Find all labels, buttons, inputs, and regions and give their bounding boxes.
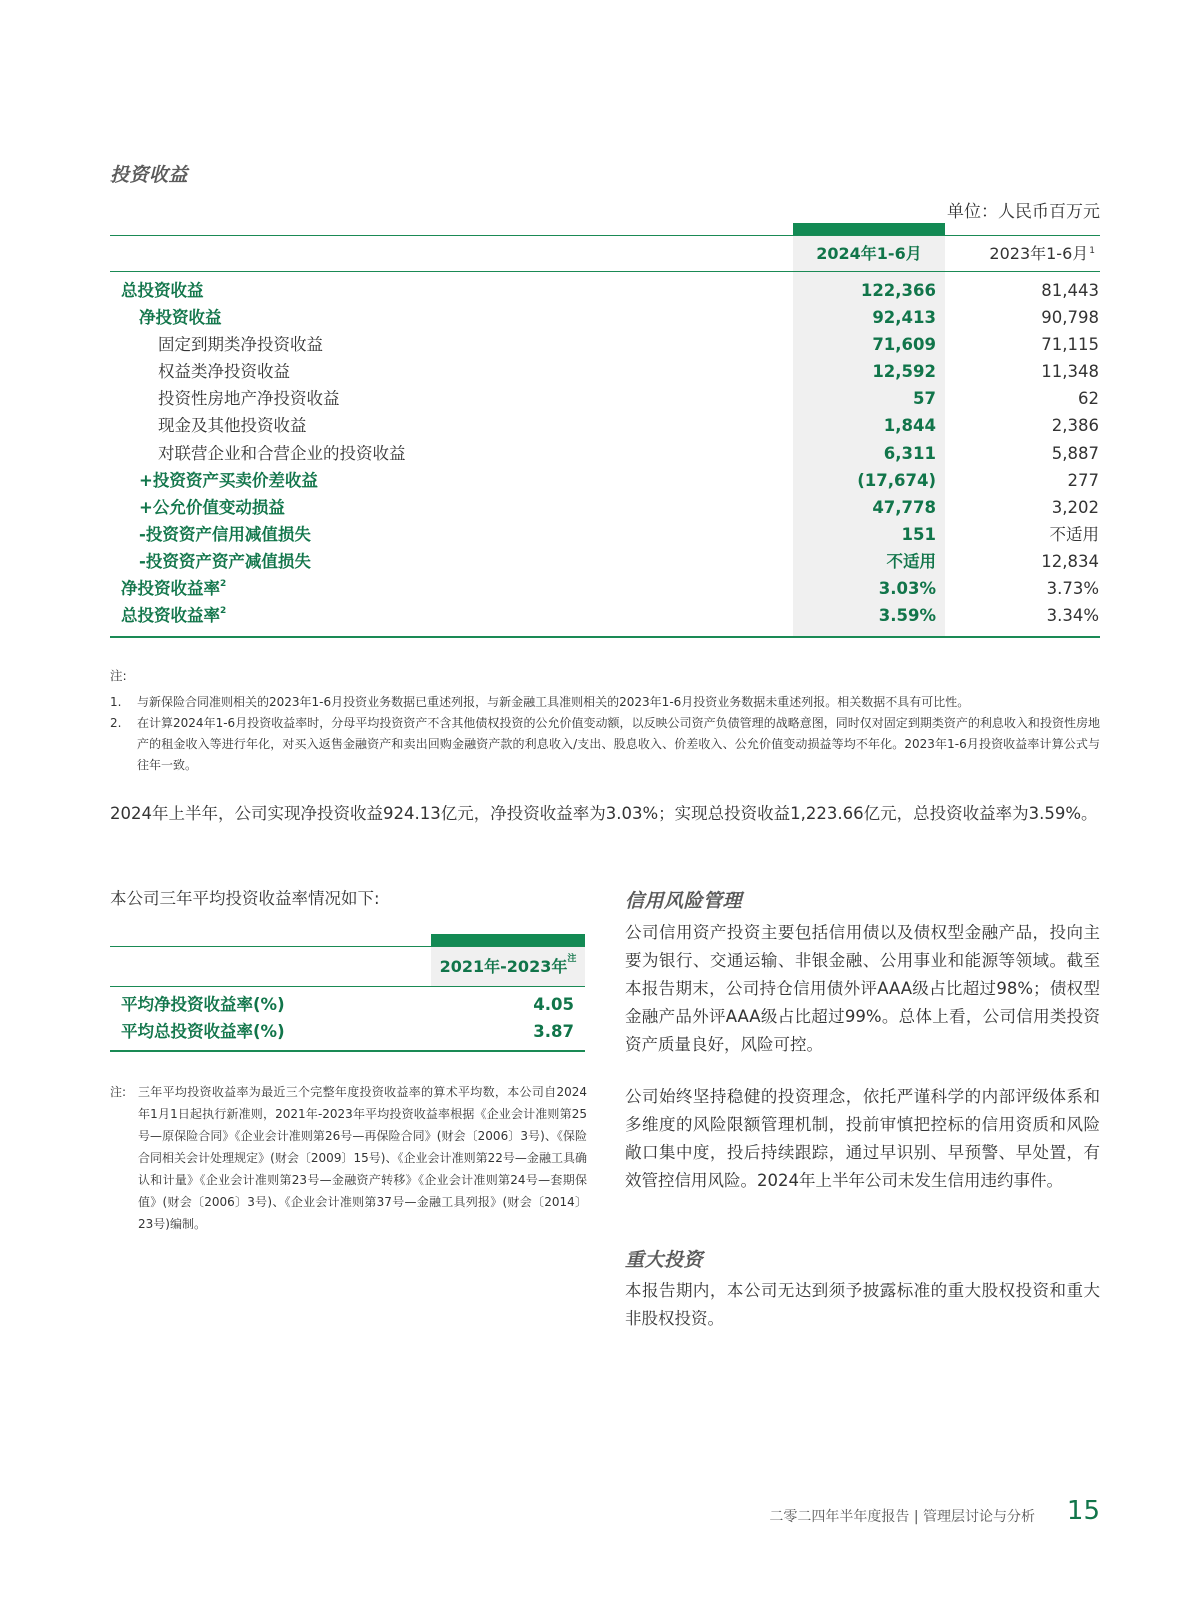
table-row: 投资性房地产净投资收益 57 62 [158, 389, 1099, 408]
major-investment-paragraph: 本报告期内，本公司无达到须予披露标准的重大股权投资和重大非股权投资。 [625, 1281, 1100, 1328]
section-title-credit-risk: 信用风险管理 [625, 890, 743, 912]
table-row: 净投资收益率$^2$ 3.03% 3.73% [121, 579, 1099, 598]
table-row: 净投资收益 92,413 90,798 [139, 308, 1099, 327]
note-item: 2. 在计算2024年1-6月投资收益率时，分母平均投资资产不含其他债权投资的公允价值变动额，以反映公司资产负债管理的战略意图，同时仅对固定到期类资产的利息收入和投资性房地产的租金收入等进行年化，对买入返售金融资产和卖出回购金融资产款的利息收入/支出、股息收入、价差收入、公允价值变动损益等均不年化。2023年1-6月投资收益率计算公式与往年一致。 [110, 716, 1100, 772]
credit-paragraph-2: 公司始终坚持稳健的投资理念，依托严谨科学的内部评级体系和多维度的风险限额管理机制，投前审慎把控标的信用资质和风险敞口集中度，投后持续跟踪，通过早识别、早预警、早处置，有效管控信用风险。2024年上半年公司未发生信用违约事件。 [625, 1087, 1100, 1190]
small-table-bar [431, 934, 585, 946]
table-row: 权益类净投资收益 12,592 11,348 [158, 362, 1099, 381]
small-table-header-rule [110, 986, 585, 987]
table-row: 对联营企业和合营企业的投资收益 6,311 5,887 [158, 444, 1099, 463]
page-number: 15 [1066, 1496, 1100, 1526]
table-bottom-rule [110, 636, 1100, 638]
table-row: 平均总投资收益率(%) 3.87 [121, 1022, 574, 1041]
section-title-investment-income: 投资收益 [110, 164, 189, 186]
header-previous-period: 2023年1-6月$^1$ [989, 244, 1095, 263]
header-current-period: 2024年1-6月 [816, 244, 922, 263]
current-column-bar [793, 223, 945, 235]
table-row: 总投资收益 122,366 81,443 [121, 281, 1099, 300]
footer-report-title: 二零二四年半年度报告 | 管理层讨论与分析 [769, 1509, 1035, 1525]
table-row: -投资资产信用减值损失 151 不适用 [139, 525, 1099, 544]
table-row: 总投资收益率$^2$ 3.59% 3.34% [121, 606, 1099, 625]
small-table-header: 2021年-2023年$^注$ [439, 954, 577, 976]
table-row: 固定到期类净投资收益 71,609 71,115 [158, 335, 1099, 354]
notes-heading: 注: [110, 668, 127, 683]
avg-return-intro: 本公司三年平均投资收益率情况如下: [110, 889, 380, 908]
table-top-rule [110, 235, 1100, 236]
summary-paragraph: 2024年上半年，公司实现净投资收益924.13亿元，净投资收益率为3.03%；实现总投资收益1,223.66亿元，总投资收益率为3.59%。 [110, 804, 1098, 823]
unit-label: 单位：人民币百万元 [947, 202, 1100, 222]
small-table-top-rule [110, 946, 585, 947]
section-title-major-investment: 重大投资 [625, 1249, 704, 1271]
table-row: -投资资产资产减值损失 不适用 12,834 [139, 552, 1099, 571]
credit-paragraph-1: 公司信用资产投资主要包括信用债以及债权型金融产品，投向主要为银行、交通运输、非银金融、公用事业和能源等领域。截至本报告期末，公司持仓信用债外评AAA级占比超过98%；债权型金融产品外评AAA级占比超过99%。总体上看，公司信用类投资资产质量良好，风险可控。 [625, 923, 1100, 1054]
table-header-rule [110, 271, 1100, 272]
small-table-bottom-rule [110, 1050, 585, 1052]
table-row: +公允价值变动损益 47,778 3,202 [139, 498, 1099, 517]
table-row: 现金及其他投资收益 1,844 2,386 [158, 416, 1099, 435]
note-item: 1. 与新保险合同准则相关的2023年1-6月投资业务数据已重述列报，与新金融工具准则相关的2023年1-6月投资业务数据未重述列报。相关数据不具有可比性。 [110, 695, 970, 709]
table-row: 平均净投资收益率(%) 4.05 [121, 995, 574, 1014]
table-row: +投资资产买卖价差收益 (17,674) 277 [139, 471, 1099, 490]
